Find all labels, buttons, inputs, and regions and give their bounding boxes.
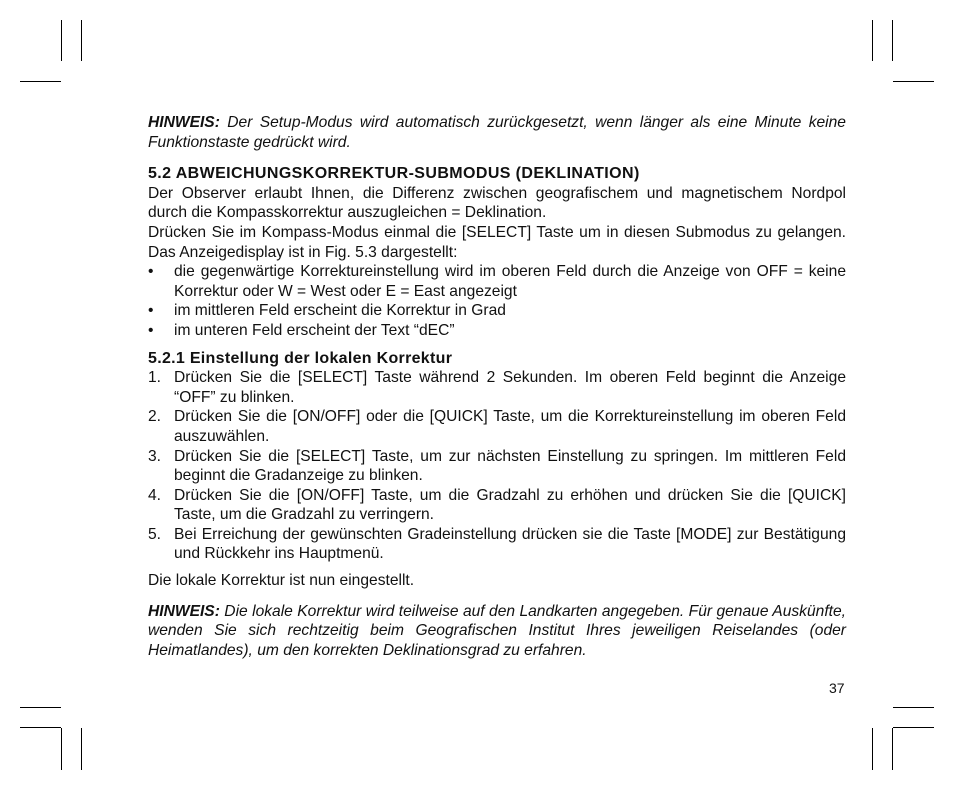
step-text: Drücken Sie die [ON/OFF] oder die [QUICK] Taste, um die Korrektureinstellung im oberen Feld auszuwählen. (174, 408, 846, 445)
crop-mark (20, 727, 61, 728)
list-item-text: im unteren Feld erscheint der Text “dEC” (174, 321, 455, 339)
step-text: Drücken Sie die [ON/OFF] Taste, um die Gradzahl zu erhöhen und drücken Sie die [QUICK] Taste, um die Gradzahl zu verringern. (174, 486, 846, 524)
crop-mark (893, 81, 934, 82)
crop-mark (872, 20, 873, 61)
list-item (148, 262, 846, 301)
list-item (148, 321, 846, 341)
section-paragraph: Drücken Sie im Kompass-Modus einmal die [SELECT] Taste um in diesen Submodus zu gelangen. Das Anzeigedisplay ist in Fig. 5.3 dargestellt: (148, 223, 846, 261)
note-label: HINWEIS: (148, 114, 220, 131)
bullet-icon: • (148, 302, 154, 320)
crop-mark (61, 20, 62, 61)
note-text: Der Setup-Modus wird automatisch zurückgesetzt, wenn länger als eine Minute keine Funktionstaste gedrückt wird. (148, 114, 846, 151)
list-item (148, 301, 846, 321)
bullet-icon: • (148, 321, 154, 339)
step-text: Drücken Sie die [SELECT] Taste, um zur nächsten Einstellung zu springen. Im mittleren Feld beginnt die Gradanzeige zu blinken. (174, 447, 846, 485)
crop-mark (872, 728, 873, 770)
page-content (148, 113, 846, 660)
step-text: Bei Erreichung der gewünschten Gradeinstellung drücken sie die Taste [MODE] zur Bestätigung und Rückkehr ins Hauptmenü. (174, 525, 846, 563)
step-number: 1. (148, 369, 162, 387)
list-item-text: die gegenwärtige Korrektureinstellung wird im oberen Feld durch die Anzeige von OFF = keine Korrektur oder W = West oder E = East angezeigt (174, 263, 846, 300)
step-item (148, 368, 846, 407)
step-number: 5. (148, 525, 162, 543)
crop-mark (892, 728, 893, 770)
step-number: 2. (148, 408, 162, 426)
crop-mark (81, 728, 82, 770)
bullet-icon: • (148, 263, 154, 281)
crop-mark (893, 707, 934, 708)
note-label: HINWEIS: (148, 602, 220, 620)
note-local-correction (148, 602, 846, 661)
step-number: 4. (148, 486, 162, 504)
list-item-text: im mittleren Feld erscheint die Korrektur in Grad (174, 302, 506, 320)
step-item (148, 447, 846, 486)
page-number: 37 (829, 680, 845, 696)
closing-paragraph: Die lokale Korrektur ist nun eingestellt. (148, 572, 415, 590)
subsection-heading: 5.2.1 Einstellung der lokalen Korrektur (148, 349, 453, 367)
note-setup-reset (148, 113, 846, 152)
crop-mark (20, 81, 61, 82)
step-item (148, 525, 846, 564)
section-heading: 5.2 ABWEICHUNGSKORREKTUR-SUBMODUS (DEKLINATION) (148, 165, 640, 183)
steps-list (148, 368, 846, 564)
crop-mark (61, 728, 62, 770)
crop-mark (20, 707, 61, 708)
step-item (148, 486, 846, 525)
crop-mark (892, 20, 893, 61)
step-item (148, 407, 846, 446)
section-paragraph: Der Observer erlaubt Ihnen, die Differenz zwischen geografischem und magnetischem Nordpol durch die Kompasskorrektur auszugleichen = Deklination. (148, 184, 846, 222)
crop-mark (81, 20, 82, 61)
step-number: 3. (148, 447, 162, 465)
note-text: Die lokale Korrektur wird teilweise auf den Landkarten angegeben. Für genaue Auskünfte, wenden Sie sich rechtzeitig beim Geografischen Institut Ihres jeweiligen Reiselandes (oder Heimatlandes), um den korrekten Deklinationsgrad zu erfahren. (148, 602, 846, 659)
bullet-list (148, 262, 846, 340)
step-text: Drücken Sie die [SELECT] Taste während 2 Sekunden. Im oberen Feld beginnt die Anzeige “OFF” zu blinken. (174, 369, 846, 406)
crop-mark (893, 727, 934, 728)
